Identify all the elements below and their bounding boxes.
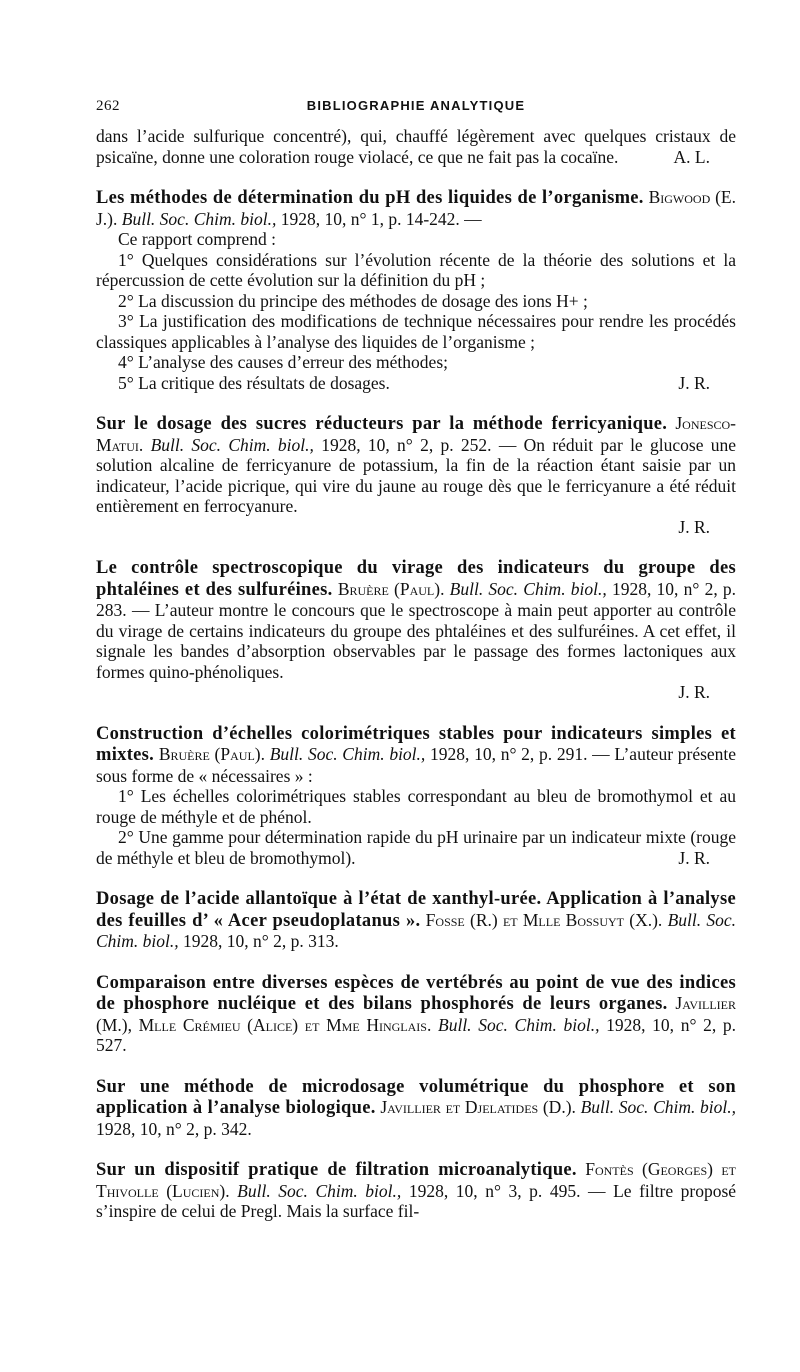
list-item: 5° La critique des résultats de dosages. J. R. [118,372,710,393]
citation: 1928, 10, n° 2, p. 291. — [430,744,610,764]
entry-heading [96,557,736,682]
entry-heading [96,1076,736,1140]
entry-body: dans l’acide sulfurique concentré), qui, chauffé légèrement avec quelques cristaux de psicaïne, donne une coloration rouge violacé, ce que ne fait pas la cocaïne. A. L. [96,126,736,167]
article-authors: Jonesco-Matui. [96,413,736,455]
citation: 1928, 10, n° 3, p. 495. — [408,1180,606,1201]
page-header [96,96,736,118]
journal-name: Bull. Soc. Chim. biol., [269,744,426,764]
list-item: 2° La discussion du principe des méthodes de dosage des ions H+ ; [118,290,588,311]
journal-name: Bull. Soc. Chim. biol., [580,1097,737,1117]
article-authors: Fosse (R.) et Mlle Bossuyt (X.). [425,909,663,930]
entry-continuation [96,126,736,167]
article-authors: Bigwood (E. J.). [96,187,736,229]
article-authors: Bruère (Paul). [158,744,265,764]
article-title: Construction d’échelles colorimétriques stables pour indicateurs simples et mixtes. [96,723,736,765]
article-title: Sur une méthode de microdosage volumétrique du phosphore et son application à l’analyse biologique. [96,1076,736,1118]
entry-bruere-echelles [96,723,736,869]
list-item: 1° Quelques considérations sur l’évolution récente de la théorie des solutions et la répercussion de cette évolution sur la définition du pH ; [96,249,736,290]
entry-heading [96,413,736,517]
signature: A. L. [673,146,710,167]
citation: 1928, 10, n° 2, p. 527. [96,1014,737,1055]
article-title: Les méthodes de détermination du pH des liquides de l’organisme. [96,188,644,208]
entry-bigwood [96,187,736,393]
page-number: 262 [96,98,120,114]
entry-fontes [96,1159,736,1222]
entry-heading [96,1159,736,1222]
entry-heading [96,723,736,787]
page [96,96,736,1222]
entry-body: Ce rapport comprend : [118,229,276,249]
citation: 1928, 10, n° 2, p. 342. [96,1118,252,1139]
journal-name: Bull. Soc. Chim. biol., [121,208,277,229]
entry-jonesco [96,413,736,537]
signature: J. R. [678,372,710,393]
journal-name: Bull. Soc. Chim. biol., [438,1014,600,1035]
journal-name: Bull. Soc. Chim. biol., [449,578,607,599]
signature: J. R. [678,516,710,537]
entry-heading [96,888,736,952]
entry-heading [96,187,736,229]
entry-body: L’auteur présente sous forme de « nécessaires » : [96,744,737,786]
entry-javillier-comparaison [96,972,736,1056]
article-title: Dosage de l’acide allantoïque à l’état de xanthyl-urée. Application à l’analyse des feuilles d’ « Acer pseudoplatanus ». [96,889,736,931]
article-title: Sur le dosage des sucres réducteurs par la méthode ferricyanique. [96,414,668,434]
article-authors: Bruère (Paul). [337,578,445,599]
article-authors: Fontès (Georges) et Thivolle (Lucien). [96,1159,736,1201]
journal-name: Bull. Soc. Chim. biol., [96,909,736,951]
journal-name: Bull. Soc. Chim. biol., [150,434,314,455]
citation: 1928, 10, n° 1, p. 14-242. — [280,208,482,229]
entry-body: On réduit par le glucose une solution alcaline de ferricyanure de potassium, la fin de la réaction étant saisie par un indicateur, l’acide picrique, qui vire du jaune au rouge dès que le ferricyanure a été réduit entièrement en ferrocyanure. [96,434,737,516]
entry-fosse [96,888,736,952]
signature: J. R. [678,682,710,702]
running-title: BIBLIOGRAPHIE ANALYTIQUE [306,98,526,113]
article-title: Comparaison entre diverses espèces de vertébrés au point de vue des indices de phosphore nucléique et des bilans phosphorés de leurs organes. [96,972,736,1014]
citation: 1928, 10, n° 2, p. 313. [183,931,339,951]
list-item: 1° Les échelles colorimétriques stables correspondant au bleu de bromothymol et au rouge de méthyle et de phénol. [96,786,736,827]
list-item: 4° L’analyse des causes d’erreur des méthodes; [118,352,448,372]
list-item: 3° La justification des modifications de technique nécessaires pour rendre les procédés classiques applicables à l’analyse des liquides de l’organisme ; [96,311,736,352]
entry-body: Le filtre proposé s’inspire de celui de Pregl. Mais la surface fil- [96,1180,737,1221]
article-title: Sur un dispositif pratique de filtration microanalytique. [96,1160,577,1180]
article-authors: Javillier (M.), Mlle Crémieu (Alice) et Mme Hinglais. [96,993,737,1035]
entry-heading [96,972,736,1056]
entry-javillier-microdosage [96,1076,736,1140]
citation: 1928, 10, n° 2, p. 252. — [321,434,517,455]
journal-name: Bull. Soc. Chim. biol., [237,1180,402,1201]
entry-body: L’auteur montre le concours que le spectroscope à main peut apporter au contrôle du virage de certains indicateurs du groupe des phtaléines et des sulfuréines. A cet effet, il signale les bandes d’absorption observables par le passage des formes lactoniques aux formes quino-phénoliques. [96,600,737,682]
citation: 1928, 10, n° 2, p. 283. — [96,578,737,620]
article-title: Le contrôle spectroscopique du virage des indicateurs du groupe des phtaléines et des sulfuréines. [96,558,736,600]
article-authors: Javillier et Djelatides (D.). [380,1097,576,1117]
entry-bruere-spectro [96,557,736,703]
signature: J. R. [678,847,710,868]
list-item: 2° Une gamme pour détermination rapide du pH urinaire par un indicateur mixte (rouge de méthyle et bleu de bromothymol). J. R. [96,827,736,868]
